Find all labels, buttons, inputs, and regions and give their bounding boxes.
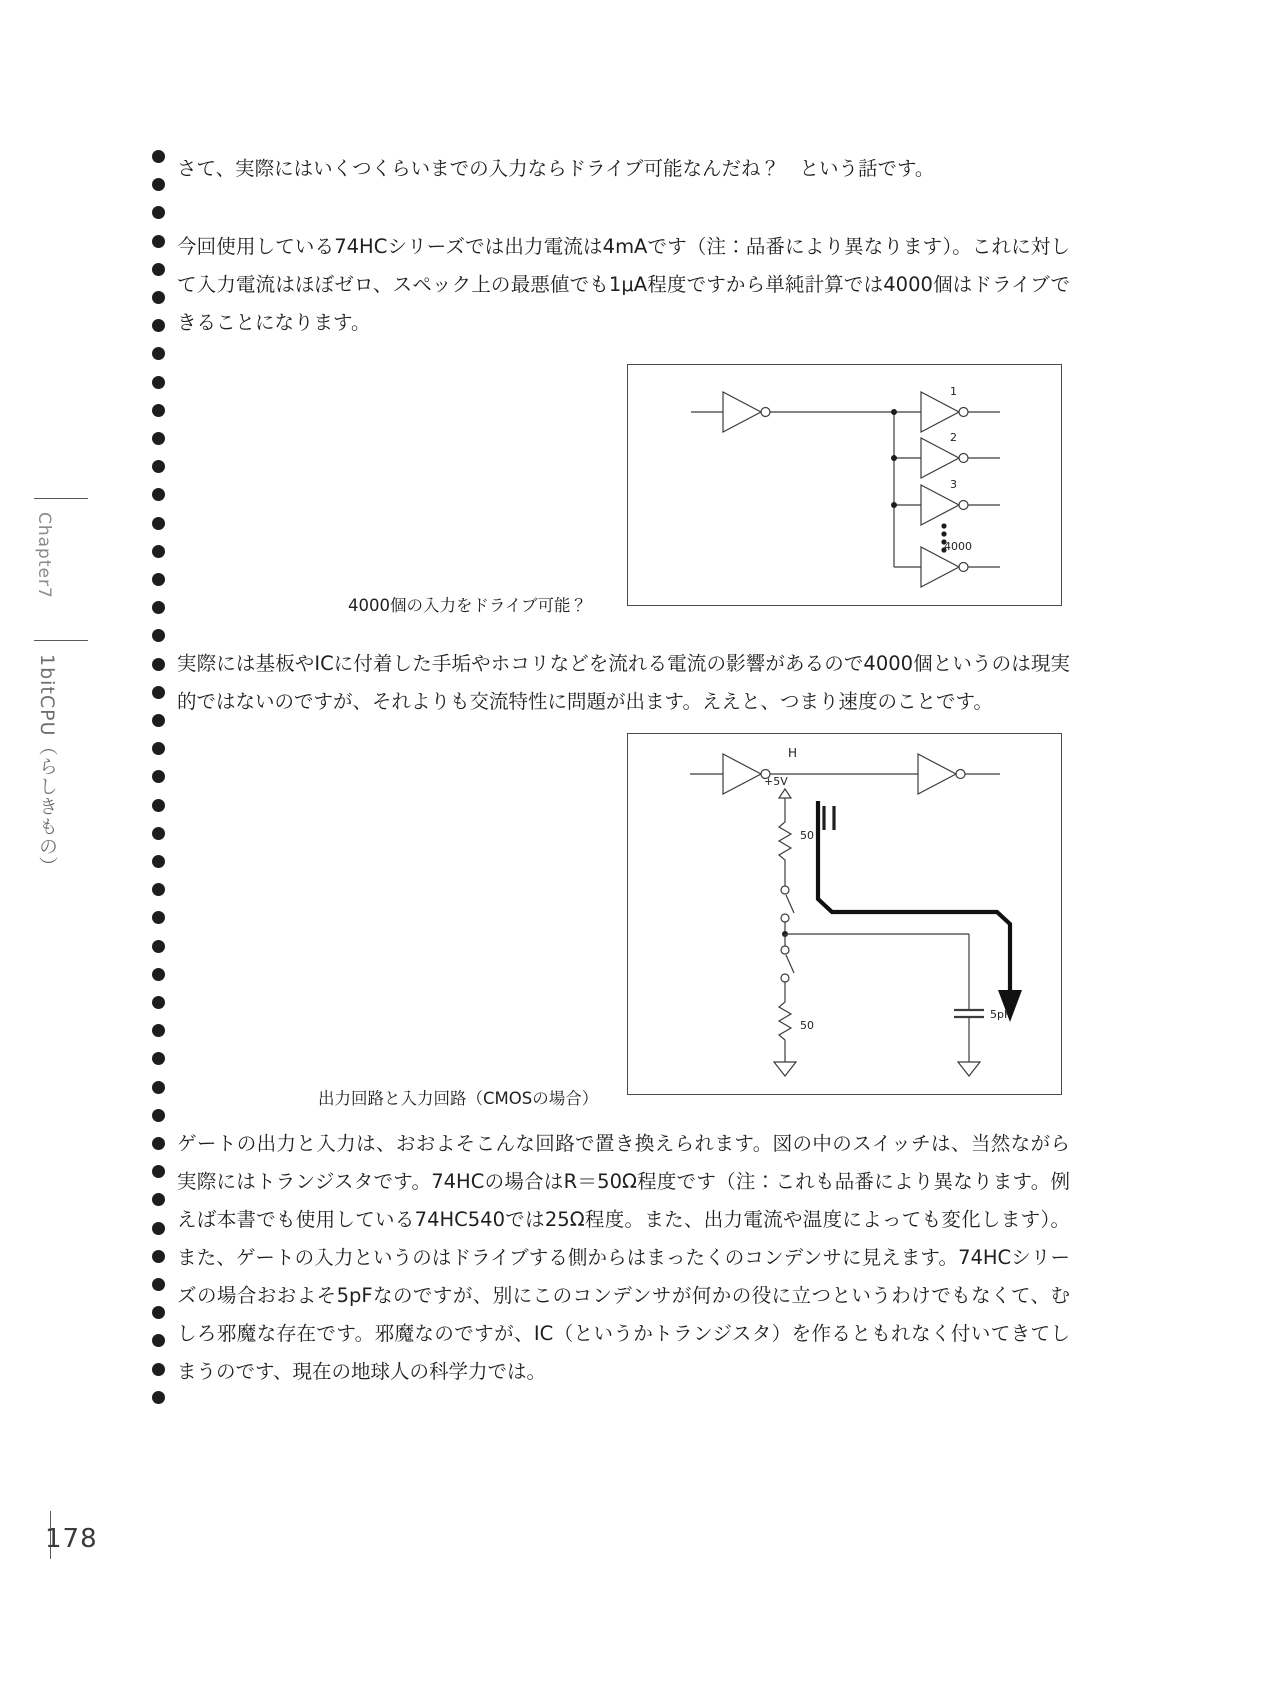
gate-label-1: 1 [950,385,957,398]
figure-output-input-circuit [627,733,1062,1095]
rail-bullet [152,545,165,558]
rail-bullet [152,488,165,501]
paragraph-2: 今回使用している74HCシリーズでは出力電流は4mAです（注：品番により異なります）。これに対して入力電流はほぼゼロ、スペック上の最悪値でも1μA程度ですから単純計算では4000個はドライブできることになります。 [177,235,1070,334]
rail-bullet [152,1052,165,1065]
rail-bullet [152,658,165,671]
rail-bullet [152,883,165,896]
rail-bullet [152,911,165,924]
supply-label: +5V [764,775,788,788]
book-title-label: 1bitCPU（らしきもの） [36,654,58,877]
rail-bullet [152,376,165,389]
rail-bullet [152,855,165,868]
rail-bullet [152,432,165,445]
rail-bullet [152,827,165,840]
rail-bullet [152,770,165,783]
rail-bullet [152,263,165,276]
rail-bullet [152,1250,165,1263]
equivalence-symbol [824,806,834,830]
rail-bullet [152,1391,165,1404]
rail-bullet [152,1278,165,1291]
figure-2-caption: 出力回路と入力回路（CMOSの場合） [318,1089,599,1108]
rail-bullet [152,206,165,219]
paragraph-4: ゲートの出力と入力は、おおよそこんな回路で置き換えられます。図の中のスイッチは、当然ながら実際にはトランジスタです。74HCの場合はR＝50Ω程度です（注：これも品番により異なります。例えば本書でも使用している74HC540では25Ω程度。また、出力電流や温度によっても変化します）。また、ゲートの入力というのはドライブする側からはまったくのコンデンサに見えます。74HCシリーズの場合おおよそ5pFなのですが、別にこのコンデンサが何かの役に立つというわけでもなくて、むしろ邪魔な存在です。邪魔なのですが、IC（というかトランジスタ）を作るともれなく付いてきてしまうのです、現在の地球人の科学力では。 [177,1132,1070,1383]
rail-bullet [152,319,165,332]
rail-bullet [152,799,165,812]
rail-bullet [152,1137,165,1150]
rail-bullet [152,291,165,304]
rail-bullet [152,601,165,614]
rail-bullet [152,1363,165,1376]
rail-bullet [152,1306,165,1319]
rail-bullet [152,1081,165,1094]
decorative-bullet-rail [152,150,170,1410]
rail-bullet [152,629,165,642]
signal-label-h: H [788,746,798,760]
paragraph-3: 実際には基板やICに付着した手垢やホコリなどを流れる電流の影響があるので4000個というのは現実的ではないのですが、それよりも交流特性に問題が出ます。ええと、つまり速度のことです。 [177,652,1070,713]
rail-bullet [152,996,165,1009]
rail-bullet [152,940,165,953]
rail-bullet [152,686,165,699]
rail-bullet [152,178,165,191]
resistor-top-label: 50 [800,829,814,842]
rail-bullet [152,714,165,727]
chapter-label: Chapter7 [34,512,54,599]
rail-bullet [152,573,165,586]
rail-bullet [152,347,165,360]
figure-fanout-diagram [627,364,1062,606]
resistor-bottom-label: 50 [800,1019,814,1032]
sidebar-rule-middle [34,640,88,641]
page-number: 178 [45,1524,98,1554]
rail-bullet [152,1193,165,1206]
rail-bullet [152,460,165,473]
rail-bullet [152,1165,165,1178]
rail-bullet [152,1222,165,1235]
paragraph-1: さて、実際にはいくつくらいまでの入力ならドライブ可能なんだね？ という話です。 [177,157,935,180]
rail-bullet [152,517,165,530]
capacitor-label: 5pF [990,1008,1011,1021]
gate-label-2: 2 [950,431,957,444]
rail-bullet [152,404,165,417]
gate-label-4000: 4000 [944,540,972,553]
sidebar-running-head [0,0,120,1684]
sidebar-rule-top [34,498,88,499]
rail-bullet [152,742,165,755]
rail-bullet [152,1109,165,1122]
figure-1-caption: 4000個の入力をドライブ可能？ [348,596,588,615]
current-path-trace [818,801,1010,992]
rail-bullet [152,235,165,248]
gate-label-3: 3 [950,478,957,491]
rail-bullet [152,1334,165,1347]
rail-bullet [152,968,165,981]
rail-bullet [152,1024,165,1037]
rail-bullet [152,150,165,163]
